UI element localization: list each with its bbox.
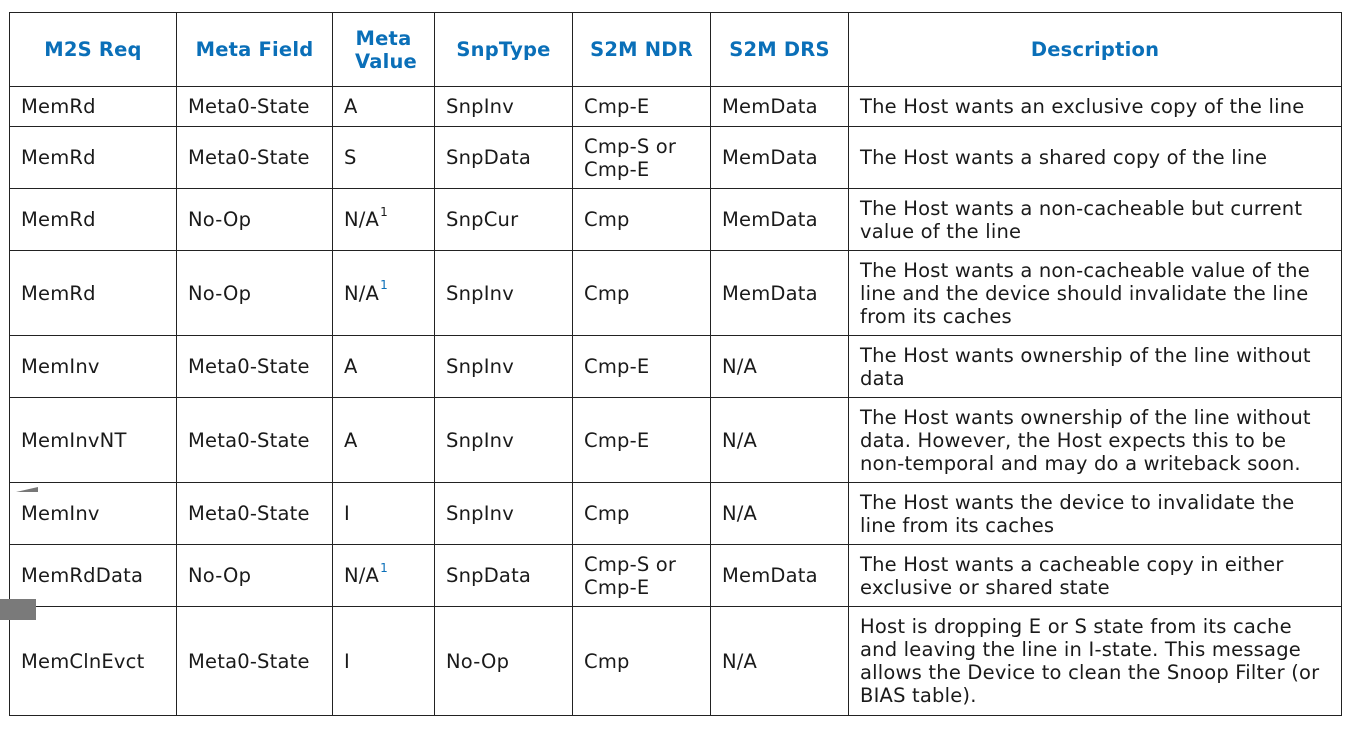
cell-meta-field: Meta0-State: [177, 483, 333, 545]
cell-meta-field: Meta0-State: [177, 398, 333, 483]
margin-change-bar: [0, 599, 36, 620]
cell-description: The Host wants an exclusive copy of the line: [849, 87, 1342, 127]
table-row: [10, 127, 1342, 189]
cell-description: Host is dropping E or S state from its cache and leaving the line in I-state. This message allows the Device to clean the Snoop Filter (or BIAS table).: [849, 607, 1342, 716]
footnote-ref[interactable]: 1: [380, 560, 388, 575]
meta-value-text: I: [344, 502, 350, 525]
cell-meta-field: No-Op: [177, 251, 333, 336]
cell-description: The Host wants a shared copy of the line: [849, 127, 1342, 189]
cell-meta-value: [333, 336, 435, 398]
cell-s2m-drs: MemData: [711, 127, 849, 189]
cell-s2m-ndr: Cmp-S or Cmp-E: [573, 545, 711, 607]
header-description: Description: [849, 13, 1342, 87]
meta-value-text: N/A: [344, 564, 380, 587]
cell-m2s-req: MemRd: [10, 127, 177, 189]
cell-s2m-drs: MemData: [711, 189, 849, 251]
meta-value-text: I: [344, 649, 350, 673]
cell-meta-value: [333, 251, 435, 336]
header-s2m-drs: S2M DRS: [711, 13, 849, 87]
meta-value-text: A: [344, 95, 358, 118]
cell-description: The Host wants a cacheable copy in either exclusive or shared state: [849, 545, 1342, 607]
cell-s2m-drs: MemData: [711, 251, 849, 336]
table-row: [10, 483, 1342, 545]
cell-description: The Host wants ownership of the line without data: [849, 336, 1342, 398]
cell-s2m-drs: MemData: [711, 545, 849, 607]
footnote-ref[interactable]: 1: [380, 278, 388, 292]
cell-snptype: SnpInv: [435, 251, 573, 336]
cell-s2m-ndr: Cmp-E: [573, 87, 711, 127]
header-m2s-req: M2S Req: [10, 13, 177, 87]
cell-s2m-ndr: Cmp-E: [573, 398, 711, 483]
table-row: [10, 545, 1342, 607]
cell-meta-field: Meta0-State: [177, 127, 333, 189]
cell-snptype: SnpData: [435, 545, 573, 607]
footnote-ref[interactable]: 1: [380, 204, 388, 219]
header-meta-field: Meta Field: [177, 13, 333, 87]
table-row: [10, 336, 1342, 398]
cell-s2m-ndr: Cmp-S or Cmp-E: [573, 127, 711, 189]
cell-m2s-req: MemInvNT: [10, 398, 177, 483]
cell-snptype: SnpData: [435, 127, 573, 189]
header-snptype: SnpType: [435, 13, 573, 87]
cell-s2m-drs: N/A: [711, 483, 849, 545]
cell-m2s-req: MemRd: [10, 87, 177, 127]
cell-snptype: No-Op: [435, 607, 573, 716]
cell-meta-value: [333, 87, 435, 127]
meta-value-text: S: [344, 146, 357, 169]
table-row: [10, 189, 1342, 251]
cell-meta-value: [333, 398, 435, 483]
cell-meta-field: No-Op: [177, 545, 333, 607]
header-row: [10, 13, 1342, 87]
cell-snptype: SnpInv: [435, 483, 573, 545]
cell-description: The Host wants ownership of the line without data. However, the Host expects this to be non-temporal and may do a writeback soon.: [849, 398, 1342, 483]
cell-snptype: SnpInv: [435, 398, 573, 483]
cell-s2m-drs: N/A: [711, 336, 849, 398]
cell-s2m-ndr: Cmp: [573, 251, 711, 336]
cell-m2s-req: MemRd: [10, 251, 177, 336]
table-row: [10, 87, 1342, 127]
table-row: [10, 607, 1342, 716]
cell-s2m-ndr: Cmp-E: [573, 336, 711, 398]
header-meta-value: Meta Value: [333, 13, 435, 87]
cell-snptype: SnpCur: [435, 189, 573, 251]
cell-s2m-drs: MemData: [711, 87, 849, 127]
meta-value-text: A: [344, 355, 358, 378]
cell-description: The Host wants the device to invalidate the line from its caches: [849, 483, 1342, 545]
meta-value-text: N/A: [344, 281, 380, 305]
m2s-request-table: [9, 12, 1342, 716]
cell-meta-value: [333, 483, 435, 545]
cell-m2s-req: MemRdData: [10, 545, 177, 607]
cell-description: The Host wants a non-cacheable value of the line and the device should invalidate the line from its caches: [849, 251, 1342, 336]
cell-meta-field: No-Op: [177, 189, 333, 251]
cell-meta-field: Meta0-State: [177, 336, 333, 398]
cell-s2m-ndr: Cmp: [573, 607, 711, 716]
cell-s2m-ndr: Cmp: [573, 189, 711, 251]
meta-value-text: A: [344, 428, 358, 452]
meta-value-text: N/A: [344, 208, 380, 231]
cell-m2s-req: MemClnEvct: [10, 607, 177, 716]
cell-m2s-req: MemRd: [10, 189, 177, 251]
cell-snptype: SnpInv: [435, 336, 573, 398]
cell-meta-value: [333, 189, 435, 251]
cell-description: The Host wants a non-cacheable but current value of the line: [849, 189, 1342, 251]
table-row: [10, 398, 1342, 483]
table-row: [10, 251, 1342, 336]
header-s2m-ndr: S2M NDR: [573, 13, 711, 87]
cell-s2m-drs: N/A: [711, 398, 849, 483]
cell-meta-field: Meta0-State: [177, 87, 333, 127]
cell-meta-field: Meta0-State: [177, 607, 333, 716]
cell-m2s-req: MemInv: [10, 336, 177, 398]
cell-s2m-ndr: Cmp: [573, 483, 711, 545]
cell-meta-value: [333, 607, 435, 716]
cell-meta-value: [333, 545, 435, 607]
cell-s2m-drs: N/A: [711, 607, 849, 716]
cell-m2s-req: MemInv: [10, 483, 177, 545]
cell-meta-value: [333, 127, 435, 189]
cell-snptype: SnpInv: [435, 87, 573, 127]
